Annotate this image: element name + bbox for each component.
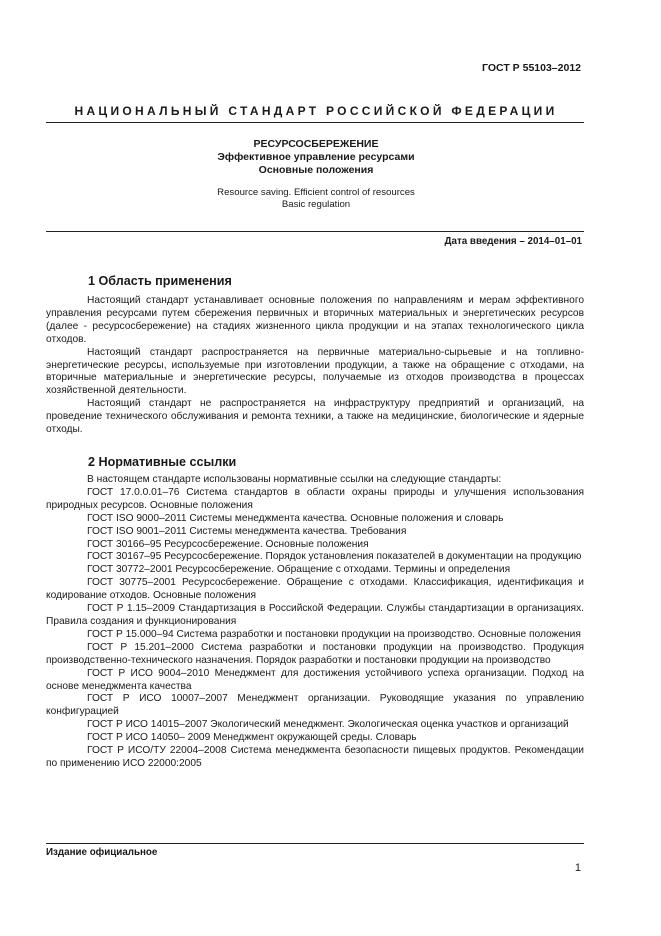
reference-item: ГОСТ Р 15.201–2000 Система разработки и постановки продукции на производство. Продукция производственно-технического назначения. Порядок разработки и постановки продукции на производство: [46, 641, 584, 666]
reference-item: ГОСТ ISO 9001–2011 Системы менеджмента качества. Требования: [87, 525, 407, 537]
section2-heading: 2 Нормативные ссылки: [88, 455, 237, 469]
paragraph: Настоящий стандарт устанавливает основные положения по направлениям и мерам эффективного управления ресурсами путем сбережения первичных и вторичных материальных и энергетических ресурсов (далее - ресурсосбережение) на стадиях жизненного цикла продукции и на этапах технологического цикла отходов.: [46, 295, 584, 345]
reference-item: ГОСТ 30167–95 Ресурсосбережение. Порядок установления показателей в документации на продукцию: [87, 551, 582, 563]
section1-body: [46, 295, 584, 437]
reference-item: ГОСТ 30772–2001 Ресурсосбережение. Обращение с отходами. Термины и определения: [87, 564, 511, 576]
english-title-block: [48, 187, 584, 211]
section1-heading: 1 Область применения: [88, 274, 232, 288]
russian-title-block: [48, 138, 584, 177]
paragraph: В настоящем стандарте использованы нормативные ссылки на следующие стандарты:: [87, 474, 502, 485]
reference-item: ГОСТ Р ИСО 10007–2007 Менеджмент организации. Руководящие указания по управлению конфигурацией: [46, 693, 584, 718]
national-standard-title: НАЦИОНАЛЬНЫЙ СТАНДАРТ РОССИЙСКОЙ ФЕДЕРАЦИИ: [74, 104, 558, 118]
reference-item: ГОСТ 30775–2001 Ресурсосбережение. Обращение с отходами. Классификация, идентификация и кодирование отходов. Основные положения: [46, 577, 584, 602]
footer-rule: [46, 843, 584, 844]
section2-body: [46, 474, 584, 771]
reference-item: ГОСТ Р ИСО 14050– 2009 Менеджмент окружающей среды. Словарь: [87, 732, 417, 744]
title-rule-bottom: [46, 231, 584, 232]
edition-label: Издание официальное: [46, 847, 158, 858]
reference-item: ГОСТ Р 15.000–94 Система разработки и постановки продукции на производство. Основные положения: [87, 628, 581, 640]
title-ru-line1: РЕСУРСОСБЕРЕЖЕНИЕ: [253, 138, 379, 150]
reference-item: ГОСТ 17.0.0.01–76 Система стандартов в области охраны природы и улучшения использования природных ресурсов. Основные положения: [46, 486, 584, 511]
reference-item: ГОСТ Р 1.15–2009 Стандартизация в Российской Федерации. Службы стандартизации в организациях. Правила создания и функционирования: [46, 603, 584, 627]
reference-item: ГОСТ 30166–95 Ресурсосбережение. Основные положения: [87, 538, 369, 550]
page-number: 1: [574, 862, 581, 874]
paragraph: Настоящий стандарт не распространяется на инфраструктуру предприятий и организаций, на проведение технического обслуживания и ремонта техники, а также на медицинские, биологические и ядерные отходы.: [46, 398, 584, 436]
reference-item: ГОСТ Р ИСО/ТУ 22004–2008 Система менеджмента безопасности пищевых продуктов. Рекомендации по применению ИСО 22000:2005: [46, 745, 584, 769]
title-en-line1: Resource saving. Efficient control of resources: [217, 187, 415, 198]
reference-item: ГОСТ ISO 9000–2011 Системы менеджмента качества. Основные положения и словарь: [87, 512, 504, 524]
reference-item: ГОСТ Р ИСО 9004–2010 Менеджмент для достижения устойчивого успеха организации. Подход на основе менеджмента качества: [46, 667, 584, 692]
title-ru-line2: Эффективное управление ресурсами: [217, 151, 415, 163]
standard-code: ГОСТ Р 55103–2012: [482, 62, 581, 74]
title-ru-line3: Основные положения: [258, 164, 374, 176]
title-en-line2: Basic regulation: [281, 199, 351, 210]
introduction-date: Дата введения – 2014–01–01: [444, 236, 582, 247]
reference-item: ГОСТ Р ИСО 14015–2007 Экологический менеджмент. Экологическая оценка участков и организаций: [87, 719, 569, 731]
paragraph: Настоящий стандарт распространяется на первичные материально-сырьевые и на топливно-энергетические ресурсы, используемые при изготовлении продукции, а также на обращение с отходами, на вторичные материальные и энергетические ресурсы, получаемые из отходов производства в процессах хозяйственной деятельности.: [46, 346, 584, 397]
title-rule-top: [46, 122, 584, 123]
